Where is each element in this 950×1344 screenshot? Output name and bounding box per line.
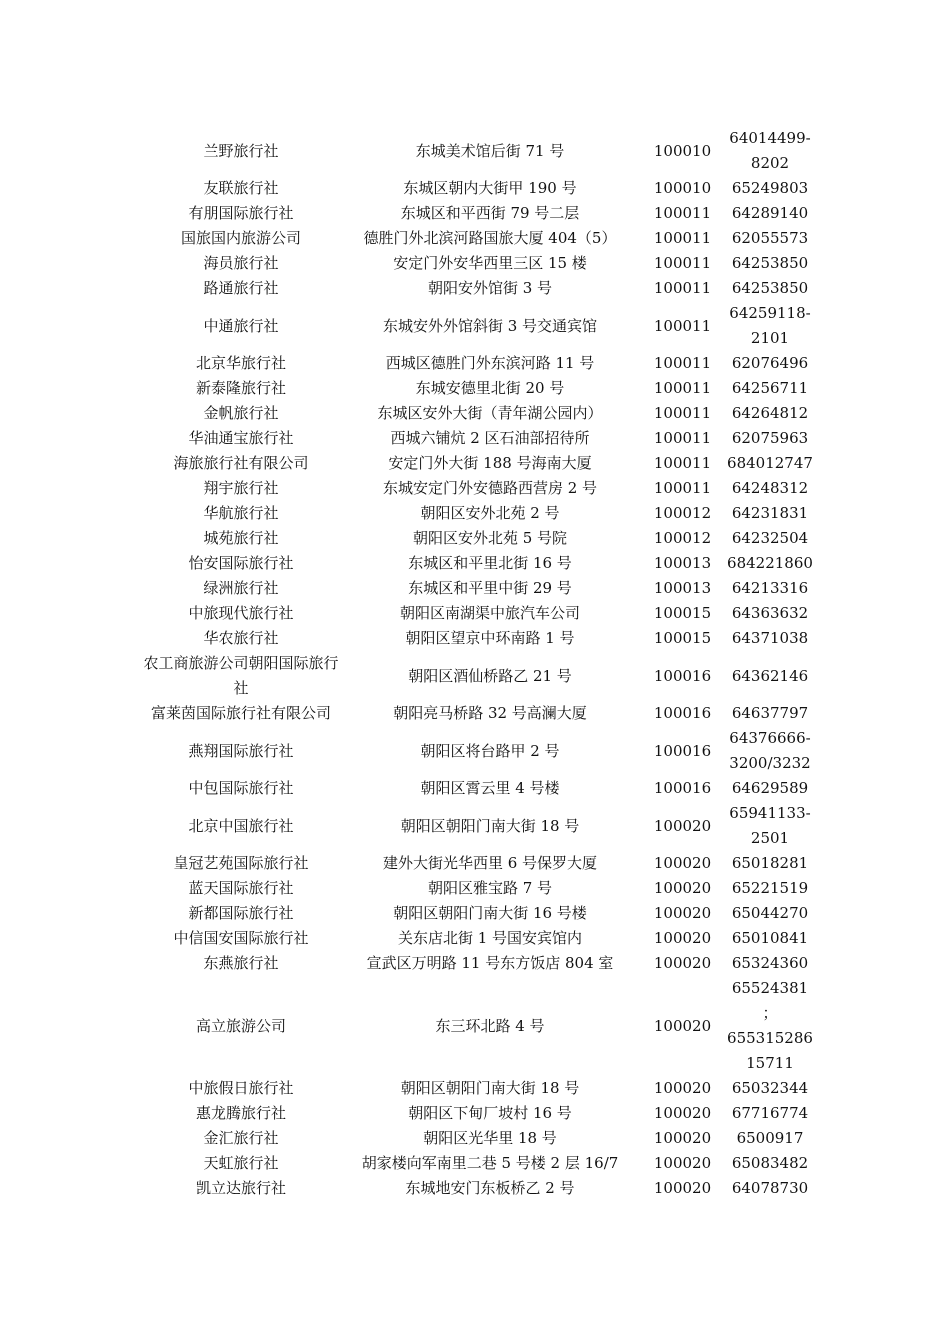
postcode-cell: 100011 <box>653 229 712 247</box>
table-row <box>142 126 815 176</box>
postcode-cell: 100020 <box>653 1104 712 1122</box>
phone-line: 64256711 <box>731 379 809 397</box>
table-row <box>142 351 815 376</box>
table-row <box>142 1076 815 1101</box>
phone-cell <box>725 601 815 626</box>
postcode-cell: 100020 <box>653 1016 712 1035</box>
address-cell: 朝阳区南湖渠中旅汽车公司 <box>399 604 580 622</box>
postcode-cell: 100012 <box>653 504 712 522</box>
phone-cell <box>725 376 815 401</box>
phone-line: 684221860 <box>727 554 813 572</box>
agency-name-cell: 中信国安国际旅行社 <box>173 929 309 947</box>
agency-name-cell: 兰野旅行社 <box>203 141 279 160</box>
phone-cell <box>725 551 815 576</box>
phone-cell <box>725 251 815 276</box>
postcode-cell: 100016 <box>653 704 712 722</box>
agency-name-cell: 燕翔国际旅行社 <box>188 741 294 760</box>
phone-cell <box>725 876 815 901</box>
agency-name-cell: 金帆旅行社 <box>203 404 279 422</box>
phone-cell <box>725 501 815 526</box>
address-cell: 朝阳区雅宝路 7 号 <box>427 879 553 897</box>
agency-name-cell: 怡安国际旅行社 <box>188 554 294 572</box>
phone-line: 3200/3232 <box>729 754 811 772</box>
postcode-cell: 100010 <box>653 141 712 160</box>
phone-cell <box>725 1126 815 1151</box>
phone-line: 64078730 <box>731 1179 809 1197</box>
agency-name-cell: 华航旅行社 <box>203 504 279 522</box>
address-cell: 朝阳区望京中环南路 1 号 <box>405 629 575 647</box>
phone-line: 65018281 <box>731 854 809 872</box>
agency-name-cell: 北京华旅行社 <box>195 354 286 372</box>
postcode-cell: 100020 <box>653 929 712 947</box>
address-cell: 宣武区万明路 11 号东方饭店 804 室 <box>366 954 614 972</box>
table-row <box>142 376 815 401</box>
table-row <box>142 426 815 451</box>
agency-name-cell: 惠龙腾旅行社 <box>195 1104 286 1122</box>
agency-name-cell: 凯立达旅行社 <box>195 1179 286 1197</box>
phone-cell <box>725 351 815 376</box>
phone-line: 65524381 <box>731 979 809 997</box>
phone-line: 64376666- <box>729 729 811 747</box>
agency-name-cell: 金汇旅行社 <box>203 1129 279 1147</box>
postcode-cell: 100020 <box>653 879 712 897</box>
table-row <box>142 176 815 201</box>
agency-name-cell: 华油通宝旅行社 <box>188 429 294 447</box>
postcode-cell: 100010 <box>653 179 712 197</box>
postcode-cell: 100011 <box>653 316 712 335</box>
table-row <box>142 801 815 851</box>
phone-line: 64253850 <box>731 279 809 297</box>
postcode-cell: 100011 <box>653 354 712 372</box>
phone-line: 67716774 <box>731 1104 809 1122</box>
agency-name-cell: 新都国际旅行社 <box>188 904 294 922</box>
agency-name-cell: 中旅现代旅行社 <box>188 604 294 622</box>
table-row <box>142 1101 815 1126</box>
table-row <box>142 951 815 976</box>
table-row <box>142 626 815 651</box>
postcode-cell: 100011 <box>653 279 712 297</box>
address-cell: 朝阳区朝阳门南大街 18 号 <box>400 1079 580 1097</box>
postcode-cell: 100016 <box>653 779 712 797</box>
agency-name-cell: 中旅假日旅行社 <box>188 1079 294 1097</box>
address-cell: 西城区德胜门外东滨河路 11 号 <box>385 354 595 372</box>
table-row <box>142 776 815 801</box>
table-row <box>142 701 815 726</box>
postcode-cell: 100013 <box>653 579 712 597</box>
phone-line: 64362146 <box>731 666 809 685</box>
postcode-cell: 100015 <box>653 629 712 647</box>
agency-name-cell: 路通旅行社 <box>203 279 279 297</box>
address-cell: 胡家楼向军南里二巷 5 号楼 2 层 16/7 <box>361 1154 619 1172</box>
phone-line: 655315286 <box>727 1029 813 1047</box>
agency-name-cell: 海旅旅行社有限公司 <box>173 454 309 472</box>
phone-line: 65044270 <box>731 904 809 922</box>
phone-cell <box>725 476 815 501</box>
table-row <box>142 926 815 951</box>
address-cell: 东城安定门外安德路西营房 2 号 <box>382 479 598 497</box>
agency-name-cell: 东燕旅行社 <box>203 954 279 972</box>
phone-line: 64289140 <box>731 204 809 222</box>
table-row <box>142 576 815 601</box>
phone-line: 2101 <box>750 329 790 347</box>
address-cell: 朝阳区朝阳门南大街 18 号 <box>400 816 580 835</box>
address-cell: 关东店北街 1 号国安宾馆内 <box>397 929 583 947</box>
phone-cell <box>725 176 815 201</box>
agency-name-cell: 国旅国内旅游公司 <box>180 229 301 247</box>
address-cell: 东城美术馆后街 71 号 <box>415 141 565 160</box>
phone-line: 65249803 <box>731 179 809 197</box>
phone-cell <box>725 701 815 726</box>
phone-cell <box>725 976 815 1076</box>
agency-name-cell: 友联旅行社 <box>203 179 279 197</box>
address-cell: 朝阳区光华里 18 号 <box>423 1129 557 1147</box>
phone-line: 6500917 <box>736 1129 804 1147</box>
table-row <box>142 551 815 576</box>
table-row <box>142 226 815 251</box>
agency-name-cell: 天虹旅行社 <box>203 1154 279 1172</box>
table-row <box>142 901 815 926</box>
postcode-cell: 100020 <box>653 954 712 972</box>
phone-line: 62075963 <box>731 429 809 447</box>
agency-name-cell: 农工商旅游公司朝阳国际旅行社 <box>143 654 339 697</box>
postcode-cell: 100012 <box>653 529 712 547</box>
address-cell: 朝阳区霄云里 4 号楼 <box>420 779 560 797</box>
phone-line: 64213316 <box>731 579 809 597</box>
phone-cell <box>725 1076 815 1101</box>
phone-line: 64629589 <box>731 779 809 797</box>
agency-name-cell: 海员旅行社 <box>203 254 279 272</box>
postcode-cell: 100011 <box>653 404 712 422</box>
phone-line: 684012747 <box>727 454 813 472</box>
table-row <box>142 301 815 351</box>
agency-name-cell: 中通旅行社 <box>203 316 279 335</box>
agency-name-cell: 城苑旅行社 <box>203 529 279 547</box>
phone-line: 64232504 <box>731 529 809 547</box>
postcode-cell: 100020 <box>653 1129 712 1147</box>
phone-line: 62076496 <box>731 354 809 372</box>
phone-line: 15711 <box>746 1054 794 1072</box>
table-row <box>142 601 815 626</box>
phone-line: 64253850 <box>731 254 809 272</box>
postcode-cell: 100016 <box>653 666 712 685</box>
phone-cell <box>725 201 815 226</box>
phone-cell <box>725 576 815 601</box>
postcode-cell: 100020 <box>653 816 712 835</box>
table-row <box>142 976 815 1076</box>
phone-line: 2501 <box>750 829 790 847</box>
table-row <box>142 476 815 501</box>
phone-cell <box>725 951 815 976</box>
table-row <box>142 276 815 301</box>
phone-line: 64371038 <box>731 629 809 647</box>
agency-name-cell: 新泰隆旅行社 <box>195 379 286 397</box>
phone-line: 62055573 <box>731 229 809 247</box>
phone-line: 8202 <box>750 154 790 172</box>
phone-line: 65032344 <box>731 1079 809 1097</box>
address-cell: 东城区安外大街（青年湖公园内） <box>377 404 603 422</box>
postcode-cell: 100015 <box>653 604 712 622</box>
address-cell: 东城区和平里北街 16 号 <box>408 554 572 572</box>
table-row <box>142 526 815 551</box>
phone-cell <box>725 526 815 551</box>
address-cell: 建外大街光华西里 6 号保罗大厦 <box>382 854 598 872</box>
phone-line: 65324360 <box>731 954 809 972</box>
table-body <box>142 126 815 1201</box>
table-row <box>142 726 815 776</box>
table-row <box>142 851 815 876</box>
phone-cell <box>725 1151 815 1176</box>
postcode-cell: 100020 <box>653 1179 712 1197</box>
postcode-cell: 100011 <box>653 429 712 447</box>
table-row <box>142 1126 815 1151</box>
address-cell: 东三环北路 4 号 <box>435 1016 545 1035</box>
phone-cell <box>725 226 815 251</box>
postcode-cell: 100011 <box>653 254 712 272</box>
phone-cell <box>725 901 815 926</box>
agency-name-cell: 翔宇旅行社 <box>203 479 279 497</box>
postcode-cell: 100011 <box>653 204 712 222</box>
table-row <box>142 451 815 476</box>
travel-agency-table <box>142 126 815 1201</box>
phone-line: 65083482 <box>731 1154 809 1172</box>
phone-line: 65221519 <box>731 879 809 897</box>
phone-cell <box>725 726 815 776</box>
postcode-cell: 100016 <box>653 741 712 760</box>
agency-name-cell: 华农旅行社 <box>203 629 279 647</box>
table-row <box>142 651 815 701</box>
table-row <box>142 876 815 901</box>
address-cell: 西城六铺炕 2 区石油部招待所 <box>390 429 590 447</box>
phone-cell <box>725 426 815 451</box>
phone-cell <box>725 851 815 876</box>
phone-line: ； <box>762 1004 778 1022</box>
address-cell: 朝阳区下甸厂坡村 16 号 <box>408 1104 572 1122</box>
postcode-cell: 100020 <box>653 1079 712 1097</box>
phone-line: 64014499- <box>729 129 811 147</box>
phone-cell <box>725 1101 815 1126</box>
address-cell: 安定门外安华西里三区 15 楼 <box>393 254 587 272</box>
phone-line: 64231831 <box>731 504 809 522</box>
postcode-cell: 100020 <box>653 904 712 922</box>
phone-line: 64259118- <box>729 304 811 322</box>
phone-cell <box>725 651 815 701</box>
address-cell: 东城区和平里中街 29 号 <box>408 579 572 597</box>
address-cell: 东城安德里北街 20 号 <box>415 379 565 397</box>
agency-name-cell: 皇冠艺苑国际旅行社 <box>173 854 309 872</box>
address-cell: 东城地安门东板桥乙 2 号 <box>405 1179 575 1197</box>
postcode-cell: 100011 <box>653 454 712 472</box>
table-row <box>142 501 815 526</box>
agency-name-cell: 有朋国际旅行社 <box>188 204 294 222</box>
address-cell: 朝阳安外馆街 3 号 <box>427 279 553 297</box>
address-cell: 朝阳亮马桥路 32 号高澜大厦 <box>393 704 587 722</box>
agency-name-cell: 北京中国旅行社 <box>188 816 294 835</box>
agency-name-cell: 富莱茵国际旅行社有限公司 <box>150 704 331 722</box>
postcode-cell: 100013 <box>653 554 712 572</box>
phone-cell <box>725 801 815 851</box>
phone-line: 64637797 <box>731 704 809 722</box>
phone-cell <box>725 451 815 476</box>
address-cell: 东城安外外馆斜街 3 号交通宾馆 <box>382 316 598 335</box>
agency-name-cell: 中包国际旅行社 <box>188 779 294 797</box>
address-cell: 东城区和平西街 79 号二层 <box>400 204 580 222</box>
address-cell: 东城区朝内大街甲 190 号 <box>403 179 577 197</box>
address-cell: 朝阳区将台路甲 2 号 <box>420 741 560 760</box>
table-row <box>142 201 815 226</box>
table-row <box>142 251 815 276</box>
phone-cell <box>725 276 815 301</box>
phone-cell <box>725 1176 815 1201</box>
phone-line: 65941133- <box>729 804 811 822</box>
phone-line: 64363632 <box>731 604 809 622</box>
phone-cell <box>725 401 815 426</box>
agency-name-cell: 高立旅游公司 <box>195 1016 286 1035</box>
table-row <box>142 401 815 426</box>
address-cell: 安定门外大街 188 号海南大厦 <box>388 454 592 472</box>
agency-name-cell: 蓝天国际旅行社 <box>188 879 294 897</box>
phone-line: 64264812 <box>731 404 809 422</box>
phone-cell <box>725 626 815 651</box>
phone-cell <box>725 301 815 351</box>
phone-cell <box>725 126 815 176</box>
phone-line: 65010841 <box>731 929 809 947</box>
address-cell: 朝阳区酒仙桥路乙 21 号 <box>408 666 572 685</box>
address-cell: 德胜门外北滨河路国旅大厦 404（5） <box>363 229 617 247</box>
phone-line: 64248312 <box>731 479 809 497</box>
table-row <box>142 1176 815 1201</box>
postcode-cell: 100011 <box>653 379 712 397</box>
address-cell: 朝阳区安外北苑 5 号院 <box>412 529 568 547</box>
address-cell: 朝阳区安外北苑 2 号 <box>420 504 560 522</box>
postcode-cell: 100020 <box>653 854 712 872</box>
postcode-cell: 100011 <box>653 479 712 497</box>
table-row <box>142 1151 815 1176</box>
phone-cell <box>725 926 815 951</box>
agency-name-cell: 绿洲旅行社 <box>203 579 279 597</box>
address-cell: 朝阳区朝阳门南大街 16 号楼 <box>393 904 587 922</box>
postcode-cell: 100020 <box>653 1154 712 1172</box>
phone-cell <box>725 776 815 801</box>
